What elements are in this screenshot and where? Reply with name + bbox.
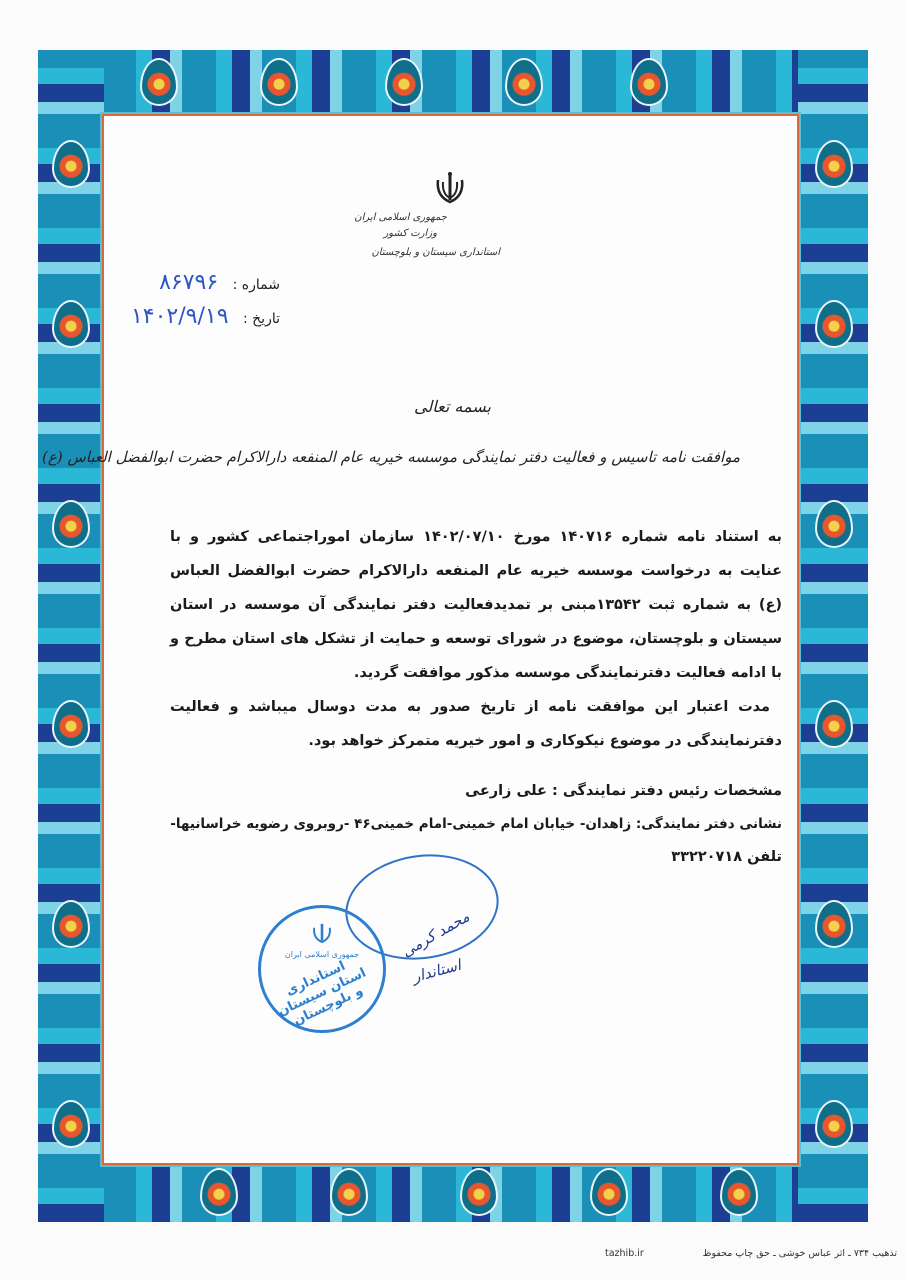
body-paragraph-1: به استناد نامه شماره ۱۴۰۷۱۶ مورخ ۱۴۰۲/۰۷/۱۰ سازمان اموراجتماعی کشور و با عنایت به درخواست موسسه خیریه عام المنفعه دارالاکرام حضرت ابوالفضل العباس (ع) به شماره ثبت ۱۳۵۴۲مبنی بر تمدیدفعالیت دفتر نمایندگی آن موسسه در استان سیستان و بلوچستان، موضوع در شورای توسعه و حمایت از تشکل های استان مطرح و با ادامه فعالیت دفترنمایندگی موسسه مذکور موافقت گردید. xyxy=(170,529,782,681)
ornamental-border-left xyxy=(38,50,104,1222)
letterhead-line-republic: جمهوری اسلامی ایران xyxy=(354,212,447,223)
office-head-info: مشخصات رئیس دفتر نمایندگی : علی زارعی xyxy=(465,783,782,799)
letter-body xyxy=(170,520,782,758)
iran-emblem-icon xyxy=(430,168,470,208)
body-paragraph-2: مدت اعتبار این موافقت نامه از تاریخ صدور به مدت دوسال میباشد و فعالیت دفترنمایندگی در موضوع نیکوکاری و امور خیریه متمرکز خواهد بود. xyxy=(170,699,782,749)
official-stamp xyxy=(258,905,386,1033)
iran-emblem-icon xyxy=(309,920,335,946)
stamp-text-governorate: استانداری استان سیستان و بلوچستان xyxy=(275,958,369,1029)
letterhead-line-governorate: استانداری سیستان و بلوچستان xyxy=(371,247,500,258)
office-address: نشانی دفتر نمایندگی: زاهدان- خیابان امام خمینی-امام خمینی۴۶ -روبروی رضویه خراسانیها- xyxy=(170,816,782,832)
ornamental-border-right xyxy=(798,50,868,1222)
office-phone: تلفن ۳۳۲۲۰۷۱۸ xyxy=(671,849,782,865)
signer-title: استاندار xyxy=(410,955,463,987)
letter-number-value: ۸۶۷۹۶ xyxy=(159,270,219,295)
footer-credit: تذهیب ۷۳۴ ـ اثر عباس خوشی ـ حق چاپ محفوظ xyxy=(702,1248,897,1259)
stamp-text-republic: جمهوری اسلامی ایران xyxy=(284,950,360,959)
letter-date-label: تاریخ : xyxy=(242,311,280,327)
footer-site: tazhib.ir xyxy=(605,1248,644,1259)
letter-date-value: ۱۴۰۲/۹/۱۹ xyxy=(130,304,229,329)
document-title: موافقت نامه تاسیس و فعالیت دفتر نمایندگی موسسه خیریه عام المنفعه دارالاکرام حضرت ابوالفضل العباس (ع) xyxy=(42,448,740,466)
basmala: بسمه تعالی xyxy=(414,397,491,416)
letter-date-row xyxy=(131,304,280,329)
letter-number-label: شماره : xyxy=(232,277,280,293)
letter-number-row xyxy=(159,270,280,295)
signer-name: محمد کرمی xyxy=(398,907,473,961)
letterhead-line-ministry: وزارت کشور xyxy=(383,228,437,239)
